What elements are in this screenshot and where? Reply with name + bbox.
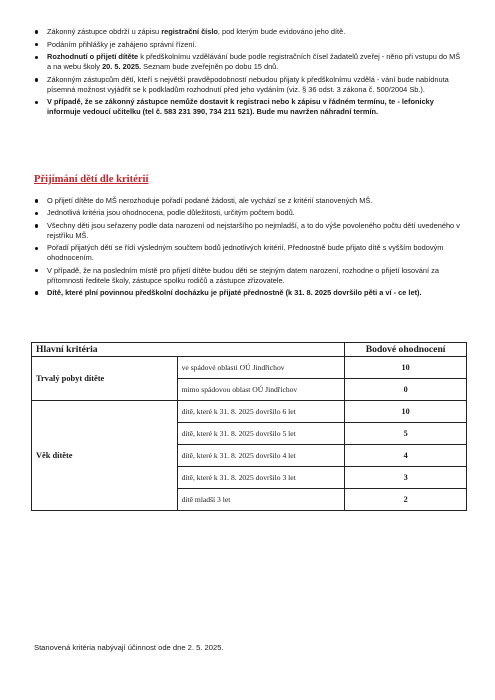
list-item-text: V případě, že na posledním místě pro přijetí dítěte budou děti se stejným datem narození, rozhodne o přijetí losování za přítomnosti ředitele školy, zástupce spolku rodičů a zástupce zřizovatele. bbox=[47, 265, 439, 285]
list-item-text: registrační číslo bbox=[161, 27, 218, 36]
list-item-text: Dítě, které plní povinnou předškolní docházku je přijaté přednostně (k 31. 8. 2025 dovršilo pěti a ví - ce let). bbox=[47, 287, 422, 297]
enrollment-info-list bbox=[34, 27, 464, 120]
criteria-table bbox=[31, 342, 467, 511]
list-item bbox=[34, 40, 464, 50]
criterion-description: dítě, které k 31. 8. 2025 dovršilo 6 let bbox=[177, 401, 345, 423]
list-item bbox=[34, 266, 464, 286]
criterion-points: 10 bbox=[345, 401, 467, 423]
criterion-points: 10 bbox=[345, 357, 467, 379]
criterion-description: dítě, které k 31. 8. 2025 dovršilo 4 let bbox=[177, 445, 345, 467]
list-item bbox=[34, 243, 464, 263]
list-item-text: Zákonný zástupce obdrží u zápisu bbox=[47, 27, 162, 36]
list-item bbox=[34, 52, 464, 72]
criterion-description: mimo spádovou oblast OÚ Jindřichov bbox=[177, 379, 345, 401]
criterion-description: ve spádové oblasti OÚ Jindřichov bbox=[177, 357, 345, 379]
list-item bbox=[34, 208, 464, 218]
list-item-text: Zákonným zástupcům dětí, kteří s největší pravděpodobností nebudou přijaty k předškolnímu vzdělá - vání bude nabídnuta písemná možnost vyjádřit se k podkladům rozhodnutí před jeho vydáním (viz. § 36 odst. 3 zákona č. 500/2004 Sb.). bbox=[47, 74, 449, 94]
table-row bbox=[32, 357, 467, 379]
criterion-points: 5 bbox=[345, 423, 467, 445]
header-points: Bodové ohodnocení bbox=[345, 343, 467, 357]
list-item bbox=[34, 288, 464, 298]
list-item bbox=[34, 27, 464, 37]
criterion-label: Věk dítěte bbox=[32, 401, 178, 511]
criterion-points: 2 bbox=[345, 489, 467, 511]
list-item-text: Jednotlivá kritéria jsou ohodnocena, podle důležitosti, určitým počtem bodů. bbox=[47, 208, 295, 218]
list-item bbox=[34, 75, 464, 95]
list-item-text: k předškolnímu vzdělávání bude podle registračních čísel žadatelů zveřej - něno při vstupu do MŠ a na webu školy bbox=[47, 52, 461, 72]
list-item-text: 20. 5. 2025. bbox=[102, 62, 142, 72]
list-item-text: , pod kterým bude evidováno jeho dítě. bbox=[217, 27, 346, 36]
list-item bbox=[34, 196, 464, 206]
list-item-text: V případě, že se zákonný zástupce nemůže dostavit k registraci nebo k zápisu v řádném termínu, te - lefonicky informuje vedoucí učitelku (tel č. 583 231 390, 734 211 521). Bude mu navržen náhradní termín. bbox=[47, 97, 434, 117]
table-row bbox=[32, 401, 467, 423]
criteria-rules-list bbox=[34, 196, 464, 300]
header-main-criteria: Hlavní kritéria bbox=[32, 343, 345, 357]
list-item-text: Podáním přihlášky je zahájeno správní řízení. bbox=[47, 39, 197, 49]
criterion-points: 4 bbox=[345, 445, 467, 467]
criterion-description: dítě mladší 3 let bbox=[177, 489, 345, 511]
criterion-points: 3 bbox=[345, 467, 467, 489]
criterion-description: dítě, které k 31. 8. 2025 dovršilo 3 let bbox=[177, 467, 345, 489]
list-item-text: Seznam bude zveřejněn po dobu 15 dnů. bbox=[141, 62, 279, 72]
section-heading: Přijímání dětí dle kritérií bbox=[34, 174, 149, 185]
effective-date-note: Stanovená kritéria nabývají účinnost ode dne 2. 5. 2025. bbox=[34, 643, 224, 652]
list-item bbox=[34, 97, 464, 117]
table-header-row bbox=[32, 343, 467, 357]
list-item bbox=[34, 221, 464, 241]
list-item-text: Rozhodnutí o přijetí dítěte bbox=[47, 52, 139, 62]
criterion-points: 0 bbox=[345, 379, 467, 401]
list-item-text: O přijetí dítěte do MŠ nerozhoduje pořadí podané žádosti, ale vychází se z kritérií stanovených MŠ. bbox=[47, 196, 373, 205]
list-item-text: Všechny děti jsou seřazeny podle data narození od nejstaršího po nejmladší, a to do výše povoleného počtu dětí uvedeného v rejstříku MŠ. bbox=[47, 220, 460, 240]
criterion-description: dítě, které k 31. 8. 2025 dovršilo 5 let bbox=[177, 423, 345, 445]
criterion-label: Trvalý pobyt dítěte bbox=[32, 357, 178, 401]
list-item-text: Pořadí přijatých dětí se řídí výsledným součtem bodů jednotlivých kritérií. Přednostně bude přijato dítě s vyšším bodovým ohodnocením. bbox=[47, 243, 444, 263]
